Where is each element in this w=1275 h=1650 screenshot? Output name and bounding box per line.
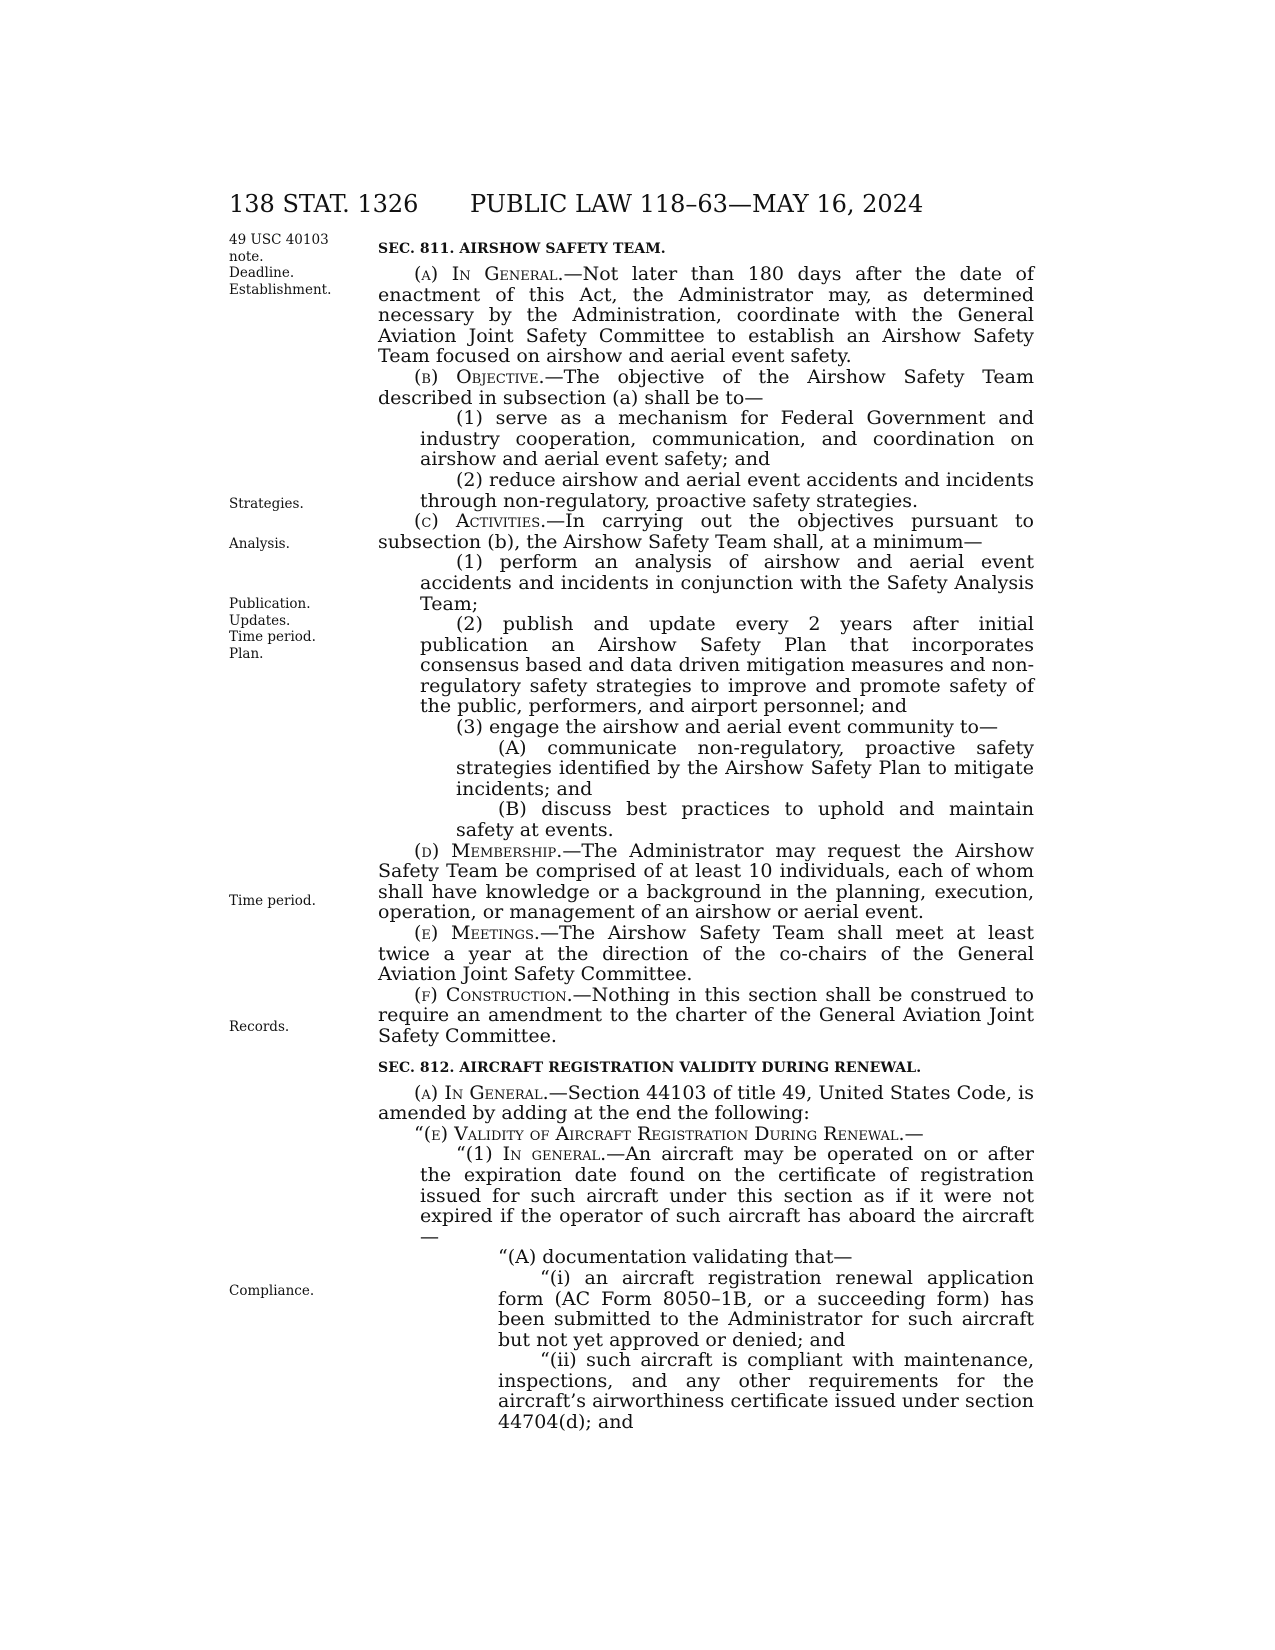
margin-note-line: Plan. [229, 645, 264, 662]
margin-note-line: Updates. [229, 612, 291, 629]
running-header-title: PUBLIC LAW 118–63—MAY 16, 2024 [470, 190, 924, 218]
paragraph-c3: (3) engage the airshow and aerial event community to— [456, 716, 998, 739]
paragraph-c1: (1) perform an analysis of airshow and aerial event accidents and incidents in conjunction with the Safety Analysis Team; [420, 551, 1034, 615]
subsection-label: (d) Membership. [414, 839, 563, 862]
subsection-label: (a) In General. [414, 1081, 549, 1104]
paragraph-c2: (2) publish and update every 2 years after initial publication an Airshow Safety Plan that incorporates consensus based and data driven mitigation measures and non-regulatory safety strategies to improve and promote safety of the public, performers, and airport personnel; and [420, 613, 1034, 718]
subsection-label: “(e) Validity of Aircraft Registration During Renewal. [414, 1122, 905, 1145]
margin-note-strategies [229, 496, 354, 513]
paragraph-text: —An aircraft may be operated on or after the expiration date found on the certificate of registration issued for such aircraft under this section as if it were not expired if the operator of such aircraft has aboard the aircraft— [420, 1143, 1034, 1248]
margin-note-line: Compliance. [229, 1283, 315, 1299]
subparagraph-c3A: (A) communicate non-regulatory, proactive safety strategies identified by the Airshow Safety Plan to mitigate incidents; and [456, 736, 1034, 800]
subparagraph-A: “(A) documentation validating that— [498, 1246, 853, 1269]
margin-note-line: Records. [229, 1019, 290, 1035]
subsection-text: —In carrying out the objectives pursuant to subsection (b), the Airshow Safety Team shall, at a minimum— [378, 510, 1034, 553]
margin-note-records [229, 1019, 354, 1036]
margin-note-line: 49 USC 40103 [229, 232, 329, 248]
subsection-e-heading [378, 1124, 1034, 1145]
margin-note-compliance [229, 1283, 354, 1300]
subsection-label: (f) Construction. [414, 983, 573, 1006]
clause-ii: “(ii) such aircraft is compliant with maintenance, inspections, and any other requirements for the aircraft’s airworthiness certificate issued under section 44704(d); and [498, 1349, 1034, 1434]
paragraph-b2: (2) reduce airshow and aerial event accidents and incidents through non-regulatory, proactive safety strategies. [420, 468, 1034, 512]
subsection-b [378, 367, 1034, 408]
margin-note-time-period [229, 893, 354, 910]
margin-note-line: Establishment. [229, 281, 332, 298]
subsection-text: —The objective of the Airshow Safety Team described in subsection (a) shall be to— [378, 365, 1034, 409]
section-811-heading: SEC. 811. AIRSHOW SAFETY TEAM. [378, 241, 666, 257]
margin-note-line: Time period. [229, 629, 316, 645]
margin-note-49usc [229, 232, 354, 298]
subsection-text: —The Administrator may request the Airshow Safety Team be comprised of at least 10 individuals, each of whom shall have knowledge or a background in the planning, execution, operation, or management of an airshow or aerial event. [378, 839, 1034, 924]
subsection-text: —Not later than 180 days after the date of enactment of this Act, the Administrator may, as determined necessary by the Administration, coordinate with the General Aviation Joint Safety Committee to establish an Airshow Safety Team focused on airshow and aerial event safety. [378, 263, 1034, 368]
margin-note-publication [229, 596, 354, 662]
subsection-label: (b) Objective. [414, 365, 545, 388]
subsection-c [378, 511, 1034, 552]
subsection-label: (c) Activities. [414, 510, 547, 533]
subsection-text: — [904, 1122, 924, 1145]
subsection-e [378, 923, 1034, 985]
subsection-label: (e) Meetings. [414, 922, 540, 944]
margin-note-line: note. [229, 248, 264, 265]
page-stat-number: 138 STAT. 1326 [229, 190, 419, 218]
margin-note-line: Time period. [229, 893, 316, 909]
paragraph-label: “(1) In general. [456, 1143, 607, 1166]
margin-note-line: Publication. [229, 596, 311, 612]
statute-body [378, 240, 1034, 1433]
margin-note-line: Deadline. [229, 265, 295, 281]
margin-note-line: Analysis. [229, 536, 290, 552]
subsection-f [378, 985, 1034, 1047]
subsection-text: —Nothing in this section shall be construed to require an amendment to the charter of the General Aviation Joint Safety Committee. [378, 983, 1034, 1047]
margin-note-analysis [229, 536, 354, 553]
subsection-text: —Section 44103 of title 49, United States Code, is amended by adding at the end the following: [378, 1081, 1034, 1125]
margin-note-line: Strategies. [229, 496, 304, 512]
subsection-label: (a) In General. [414, 263, 564, 285]
paragraph-b1: (1) serve as a mechanism for Federal Government and industry cooperation, communication, and coordination on airshow and aerial event safety; and [420, 407, 1034, 471]
subsection-812-a [378, 1083, 1034, 1124]
subparagraph-c3B: (B) discuss best practices to uphold and maintain safety at events. [456, 798, 1034, 842]
section-812-heading: SEC. 812. AIRCRAFT REGISTRATION VALIDITY DURING RENEWAL. [378, 1059, 922, 1076]
subsection-a [378, 264, 1034, 367]
subsection-text: —The Airshow Safety Team shall meet at least twice a year at the direction of the co-chairs of the General Aviation Joint Safety Committee. [378, 922, 1034, 986]
paragraph-e1 [378, 1144, 1034, 1247]
clause-i: “(i) an aircraft registration renewal application form (AC Form 8050–1B, or a succeeding form) has been submitted to the Administrator for such aircraft but not yet approved or denied; and [498, 1266, 1034, 1351]
subsection-d [378, 841, 1034, 923]
